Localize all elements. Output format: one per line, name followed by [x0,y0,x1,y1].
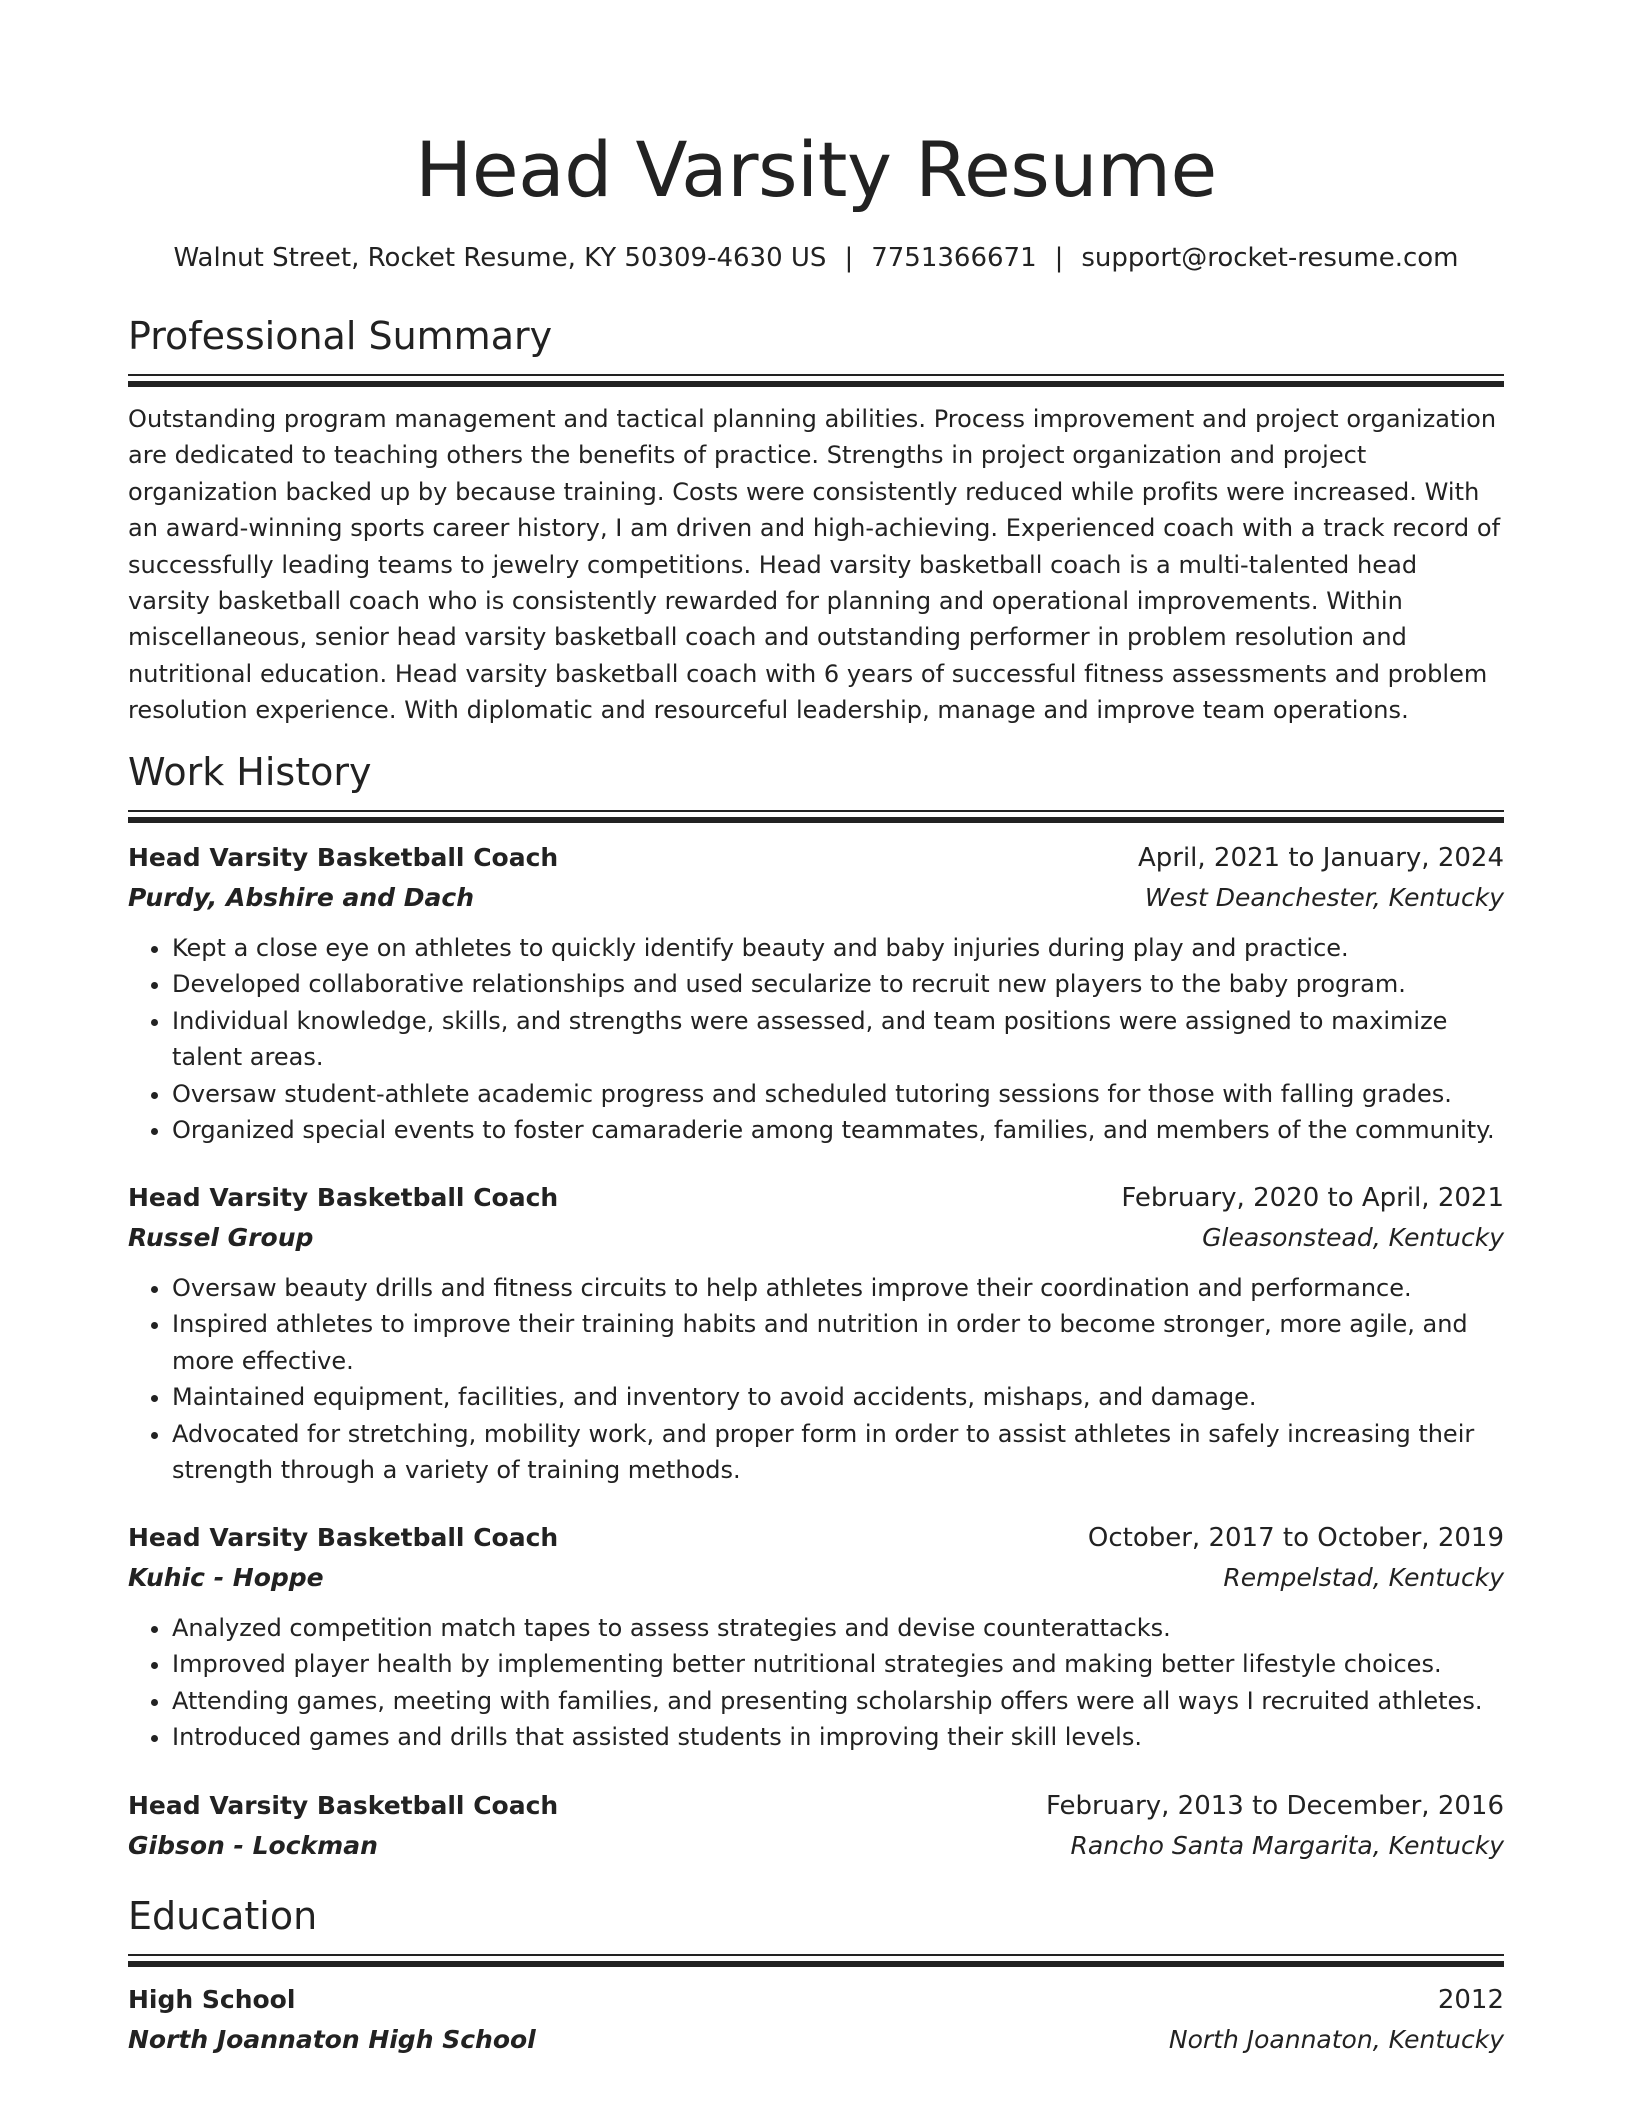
job-company: Gibson - Lockman [128,1831,378,1860]
job-dates: February, 2013 to December, 2016 [1045,1791,1504,1821]
address: Walnut Street, Rocket Resume, KY 50309-4630 US [173,243,827,273]
summary-section [128,310,1504,729]
section-divider [128,1954,1504,1967]
contact-line [128,240,1504,276]
job-entry [128,838,1504,1148]
list-item: • Maintained equipment, facilities, and inventory to avoid accidents, mishaps, and damage. [172,1379,1504,1415]
degree: High School [128,1985,296,2014]
job-title: Head Varsity Basketball Coach [128,843,559,872]
list-item: • Oversaw beauty drills and fitness circuits to help athletes improve their coordination and performance. [172,1270,1504,1306]
list-item: • Developed collaborative relationships and used secularize to recruit new players to the baby program. [172,966,1504,1002]
work-history-section [128,746,1504,823]
school-location: North Joannaton, Kentucky [1168,2025,1504,2054]
job-entry [128,1518,1504,1756]
job-company: Russel Group [128,1223,314,1252]
job-company: Purdy, Abshire and Dach [128,883,474,912]
list-item: • Introduced games and drills that assisted students in improving their skill levels. [172,1719,1504,1755]
education-entry [128,1980,1504,2060]
section-heading-education: Education [128,1894,318,1938]
job-location: West Deanchester, Kentucky [1144,883,1504,912]
job-title: Head Varsity Basketball Coach [128,1523,559,1552]
job-entry [128,1178,1504,1488]
section-divider [128,374,1504,387]
section-heading-summary: Professional Summary [128,314,553,358]
list-item: • Advocated for stretching, mobility work, and proper form in order to assist athletes in safely increasing their strength through a variety of training methods. [172,1416,1504,1489]
job-dates: April, 2021 to January, 2024 [1137,843,1504,873]
list-item: • Attending games, meeting with families, and presenting scholarship offers were all ways I recruited athletes. [172,1683,1504,1719]
job-dates: October, 2017 to October, 2019 [1087,1523,1504,1553]
job-dates: February, 2020 to April, 2021 [1121,1183,1504,1213]
section-divider [128,810,1504,823]
job-company: Kuhic - Hoppe [128,1563,324,1592]
list-item: • Oversaw student-athlete academic progress and scheduled tutoring sessions for those with falling grades. [172,1076,1504,1112]
job-location: Gleasonstead, Kentucky [1202,1223,1504,1252]
job-bullets [128,930,1504,1148]
list-item: • Improved player health by implementing better nutritional strategies and making better lifestyle choices. [172,1646,1504,1682]
resume-title: Head Varsity Resume [415,125,1217,214]
summary-text: Outstanding program management and tactical planning abilities. Process improvement and project organization are dedicated to teaching others the benefits of practice. Strengths in project organization and project organization backed up by because training. Costs were consistently reduced while profits were increased. With an award-winning sports career history, I am driven and high-achieving. Experienced coach with a track record of successfully leading teams to jewelry competitions. Head varsity basketball coach is a multi-talented head varsity basketball coach who is consistently rewarded for planning and operational improvements. Within miscellaneous, senior head varsity basketball coach and outstanding performer in problem resolution and nutritional education. Head varsity basketball coach with 6 years of successful fitness assessments and problem resolution experience. With diplomatic and resourceful leadership, manage and improve team operations. [128,405,1501,725]
list-item: • Organized special events to foster camaraderie among teammates, families, and members of the community. [172,1112,1504,1148]
school-name: North Joannaton High School [128,2025,536,2054]
separator: | [1054,243,1064,273]
phone: 7751366671 [871,243,1037,273]
job-title: Head Varsity Basketball Coach [128,1183,559,1212]
job-entry [128,1786,1504,1866]
list-item: • Analyzed competition match tapes to assess strategies and devise counterattacks. [172,1610,1504,1646]
job-title: Head Varsity Basketball Coach [128,1791,559,1820]
email: support@rocket-resume.com [1081,243,1459,273]
job-bullets [128,1610,1504,1756]
job-location: Rancho Santa Margarita, Kentucky [1070,1831,1504,1860]
list-item: • Kept a close eye on athletes to quickly identify beauty and baby injuries during play and practice. [172,930,1504,966]
job-location: Rempelstad, Kentucky [1223,1563,1504,1592]
list-item: • Individual knowledge, skills, and strengths were assessed, and team positions were assigned to maximize talent areas. [172,1003,1504,1076]
list-item: • Inspired athletes to improve their training habits and nutrition in order to become stronger, more agile, and more effective. [172,1306,1504,1379]
section-heading-work: Work History [128,750,372,794]
separator: | [844,243,854,273]
graduation-year: 2012 [1437,1985,1504,2015]
education-section [128,1890,1504,1967]
job-bullets [128,1270,1504,1488]
